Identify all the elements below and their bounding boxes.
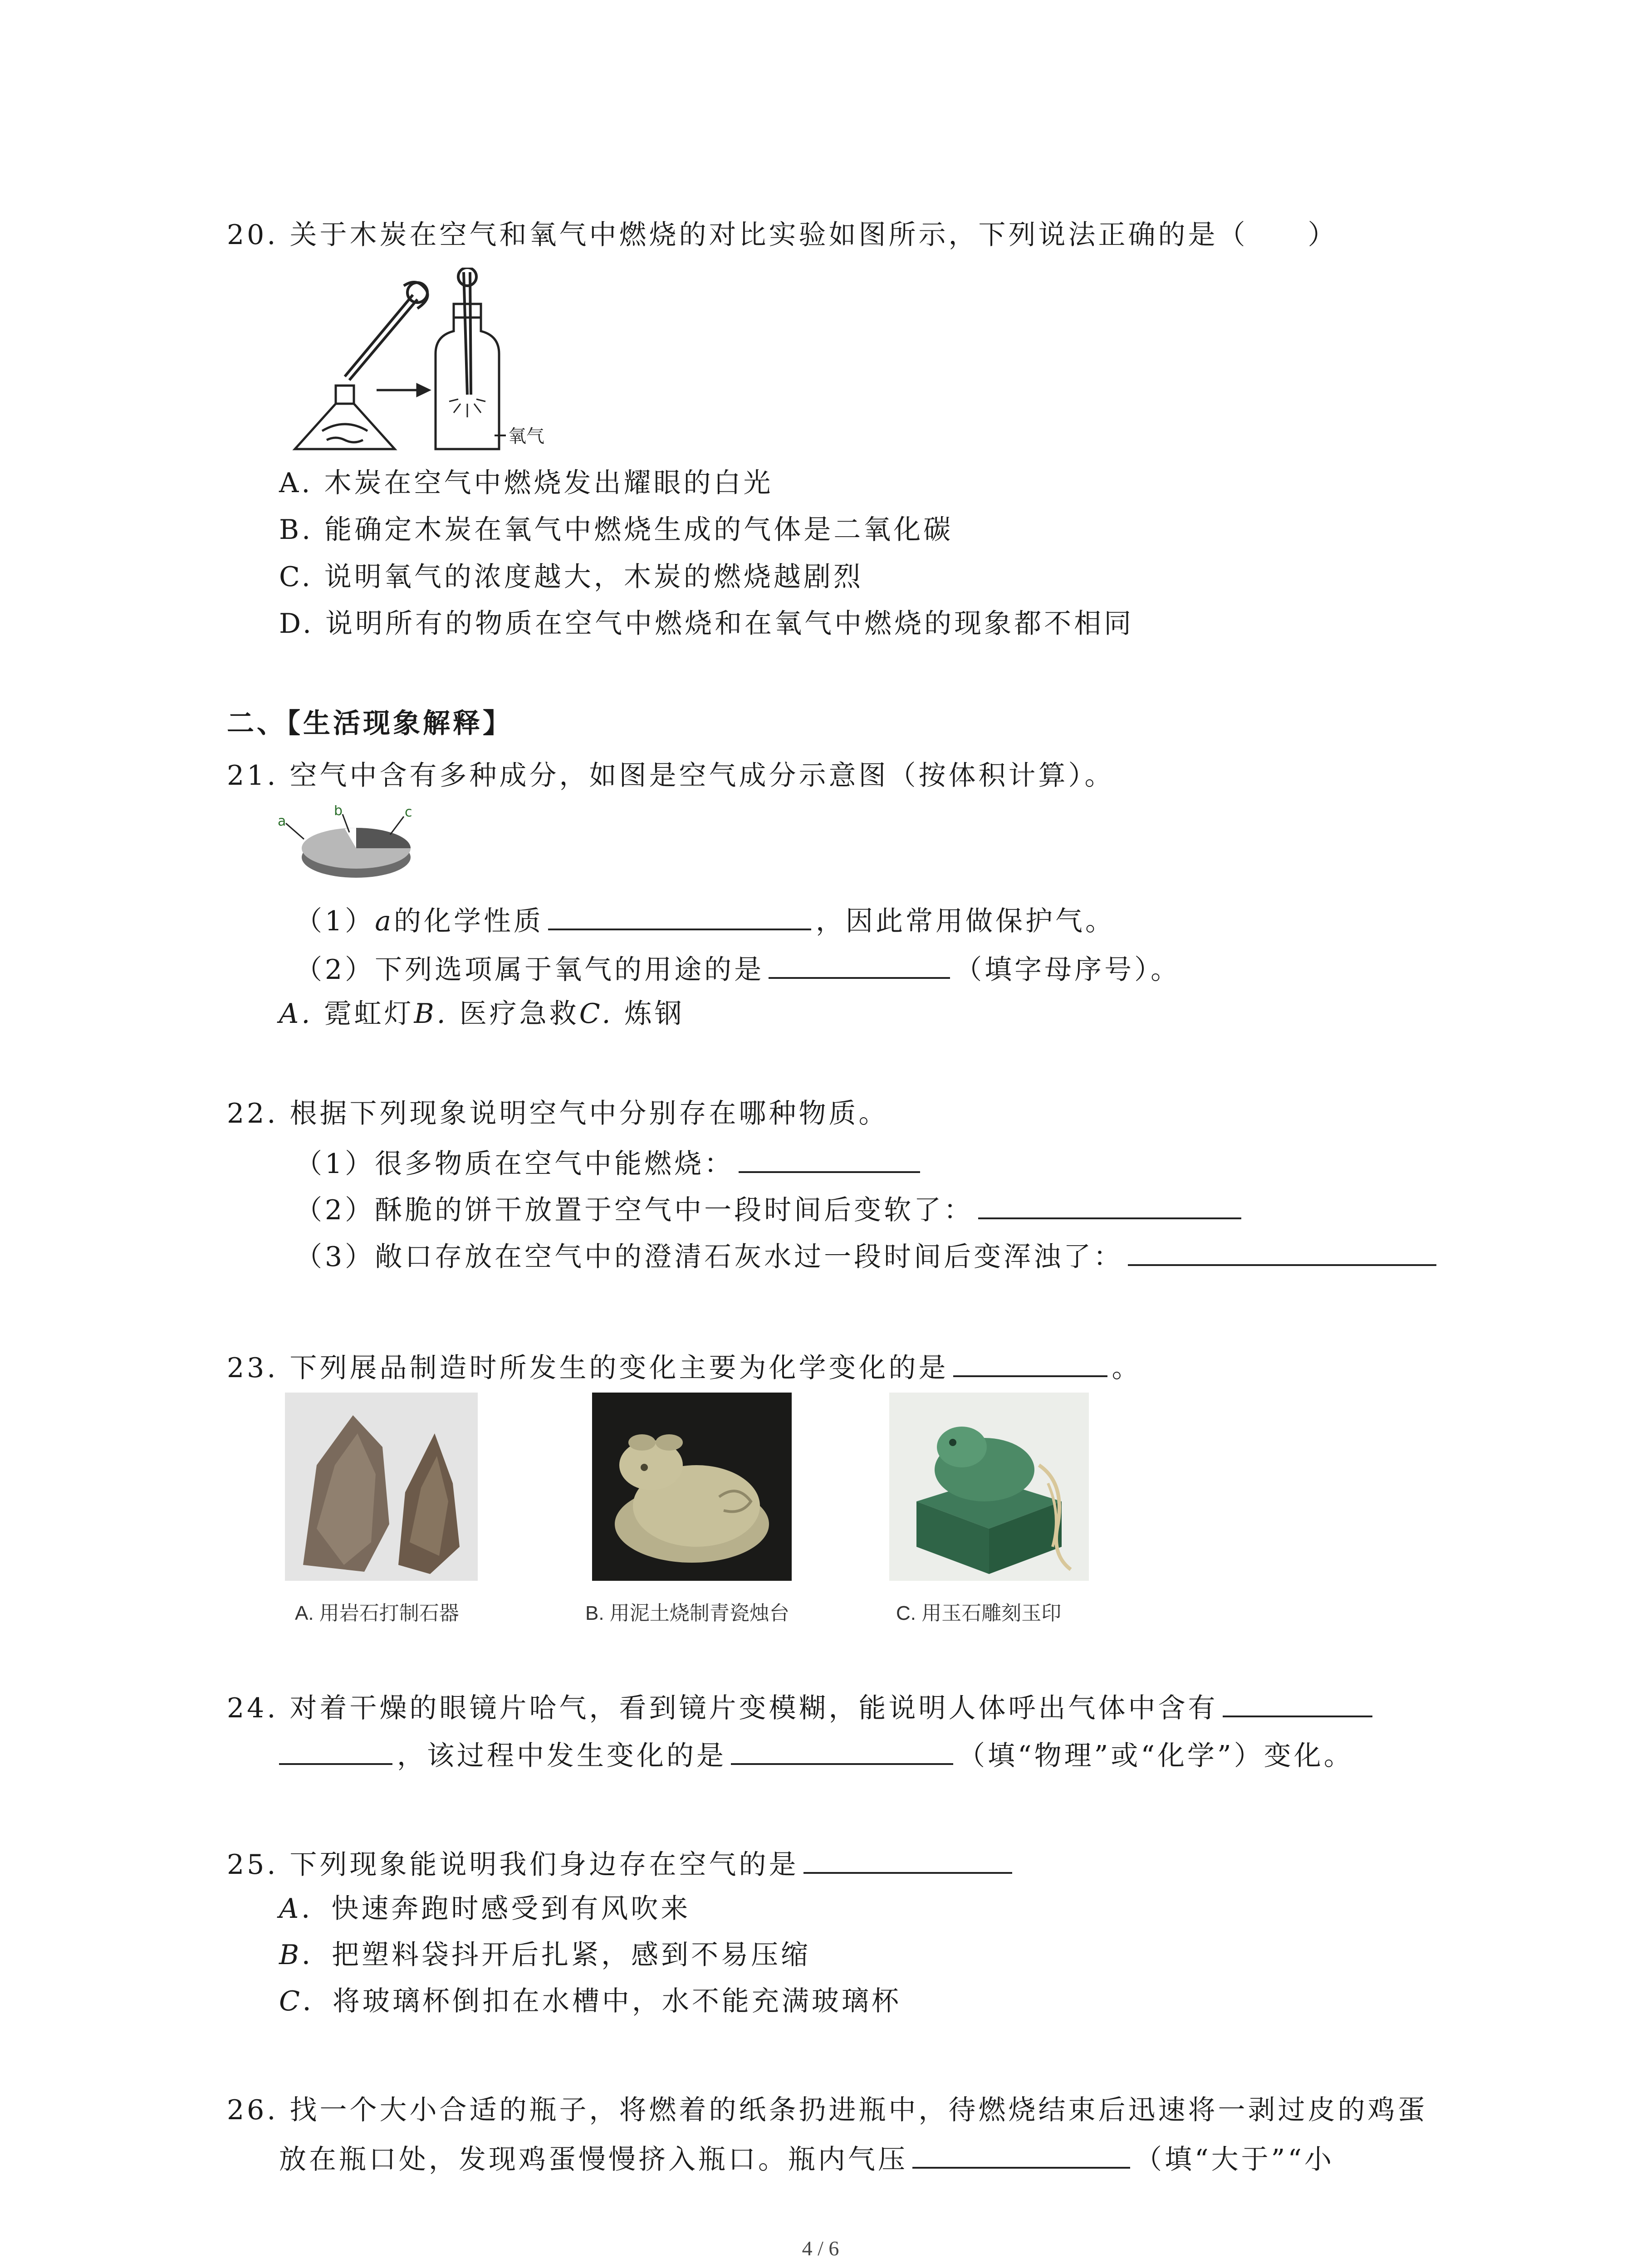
answer-blank[interactable] bbox=[739, 1143, 920, 1173]
answer-blank[interactable] bbox=[548, 900, 811, 930]
tongs-icon bbox=[345, 282, 428, 380]
answer-blank[interactable] bbox=[912, 2139, 1130, 2169]
q22-part3: （3）敞口存放在空气中的澄清石灰水过一段时间后变浑浊了： bbox=[295, 1236, 1441, 1275]
q26-line2: 放在瓶口处，发现鸡蛋慢慢挤入瓶口。瓶内气压 （填“大于”“小 bbox=[279, 2139, 1334, 2178]
pie-label-a: a bbox=[278, 813, 286, 829]
q24-line1: 24. 对着干燥的眼镜片哈气，看到镜片变模糊，能说明人体呼出气体中含有 bbox=[227, 1687, 1377, 1726]
alcohol-lamp-icon bbox=[295, 386, 395, 449]
q20-option-d: D. 说明所有的物质在空气中燃烧和在氧气中燃烧的现象都不相同 bbox=[279, 608, 1134, 640]
q21-part1: （1）a的化学性质 ，因此常用做保护气。 bbox=[295, 900, 1115, 939]
q22-stem: 22. 根据下列现象说明空气中分别存在哪种物质。 bbox=[227, 1098, 889, 1129]
q20-option-b: B. 能确定木炭在氧气中燃烧生成的气体是二氧化碳 bbox=[279, 514, 954, 546]
pie-label-b: b bbox=[334, 805, 343, 819]
q25-option-a: A．快速奔跑时感受到有风吹来 bbox=[279, 1893, 691, 1925]
q25-option-c: C．将玻璃杯倒扣在水槽中，水不能充满玻璃杯 bbox=[279, 1985, 901, 2017]
answer-blank[interactable] bbox=[978, 1189, 1241, 1219]
answer-blank[interactable] bbox=[1128, 1236, 1436, 1266]
jade-seal-photo bbox=[889, 1393, 1089, 1581]
photo-caption-c: C. 用玉石雕刻玉印 bbox=[896, 1602, 1062, 1624]
photo-caption-a: A. 用岩石打制石器 bbox=[295, 1602, 459, 1624]
oxygen-label: 氧气 bbox=[508, 426, 544, 447]
q21-choices: A. 霓虹灯B. 医疗急救C. 炼钢 bbox=[279, 998, 685, 1030]
answer-blank[interactable] bbox=[279, 1735, 392, 1765]
q20-option-a: A. 木炭在空气中燃烧发出耀眼的白光 bbox=[279, 467, 774, 499]
air-composition-pie bbox=[277, 805, 422, 891]
stone-tools-photo bbox=[285, 1393, 478, 1581]
q22-part2: （2）酥脆的饼干放置于空气中一段时间后变软了： bbox=[295, 1189, 1246, 1228]
section-title: 二、【生活现象解释】 bbox=[227, 708, 513, 739]
charcoal-experiment-figure bbox=[281, 268, 590, 458]
answer-blank[interactable] bbox=[803, 1844, 1012, 1874]
pie-label-c: c bbox=[405, 805, 412, 820]
q20-stem: 20. 关于木炭在空气和氧气中燃烧的对比实验如图所示，下列说法正确的是（ ） bbox=[227, 219, 1338, 251]
page-number: 4 / 6 bbox=[802, 2237, 839, 2260]
answer-blank[interactable] bbox=[953, 1347, 1107, 1377]
q26-line1: 26. 找一个大小合适的瓶子，将燃着的纸条扔进瓶中，待燃烧结束后迅速将一剥过皮的鸡蛋 bbox=[227, 2094, 1428, 2126]
answer-blank[interactable] bbox=[769, 949, 950, 979]
arrow-icon bbox=[377, 385, 429, 396]
q21-part2: （2）下列选项属于氧气的用途的是 （填字母序号）。 bbox=[295, 949, 1181, 988]
celadon-sheep-photo bbox=[592, 1393, 792, 1581]
photo-caption-b: B. 用泥土烧制青瓷烛台 bbox=[585, 1602, 789, 1624]
q25-stem: 25. 下列现象能说明我们身边存在空气的是 bbox=[227, 1844, 1017, 1883]
q20-option-c: C. 说明氧气的浓度越大，木炭的燃烧越剧烈 bbox=[279, 561, 863, 593]
q21-stem: 21. 空气中含有多种成分，如图是空气成分示意图（按体积计算）。 bbox=[227, 760, 1115, 792]
q24-line2: ，该过程中发生变化的是 （填“物理”或“化学”）变化。 bbox=[279, 1735, 1354, 1774]
q25-option-b: B．把塑料袋抖开后扎紧，感到不易压缩 bbox=[279, 1939, 811, 1971]
q22-part1: （1）很多物质在空气中能燃烧： bbox=[295, 1143, 925, 1182]
answer-blank[interactable] bbox=[1223, 1687, 1372, 1717]
q23-stem: 23. 下列展品制造时所发生的变化主要为化学变化的是 。 bbox=[227, 1347, 1142, 1386]
answer-blank[interactable] bbox=[731, 1735, 953, 1765]
